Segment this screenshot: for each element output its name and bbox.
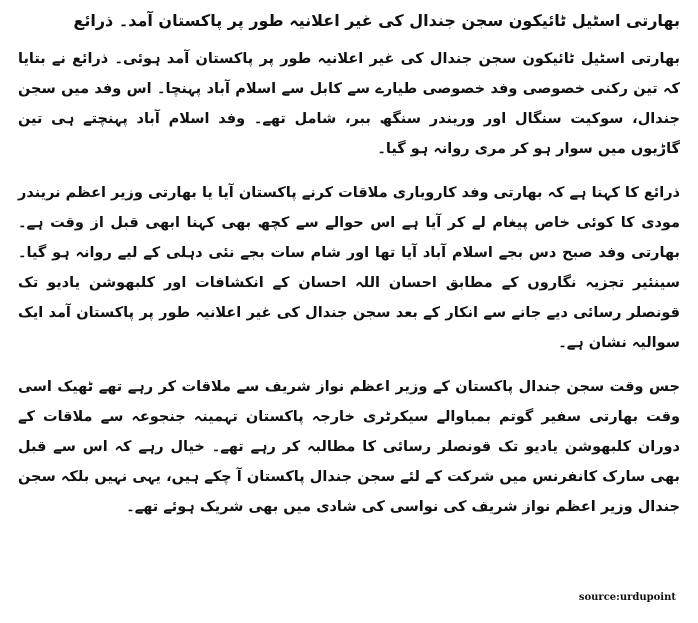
article-paragraph-1: بھارتی اسٹیل ٹائیکون سجن جندال کی غیر اعلانیہ طور پر پاکستان آمد ہوئی۔ ذرائع نے بتایا کہ تین رکنی خصوصی وفد خصوصی طیارے سے کابل سے اسلام آباد پہنچا۔ اس وفد میں سجن جندال، سوکیت سنگال اور وریندر سنگھ ببر، شامل تھے۔ وفد اسلام آباد پہنچتے ہی تین گاڑیوں میں سوار ہو کر مری روانہ ہو گیا۔: [18, 51, 680, 157]
source-credit: source:urdupoint: [578, 592, 676, 603]
article-headline: بھارتی اسٹیل ٹائیکون سجن جندال کی غیر اعلانیہ طور پر پاکستان آمد۔ ذرائع: [73, 11, 680, 30]
article-paragraph-2: ذرائع کا کہنا ہے کہ بھارتی وفد کاروباری ملاقات کرنے پاکستان آیا یا بھارتی وزیر اعظم نریندر مودی کا کوئی خاص پیغام لے کر آیا ہے اس حوالے سے کچھ بھی کہنا ابھی قبل از وقت ہے۔ بھارتی وفد صبح دس بجے اسلام آباد آیا تھا اور شام سات بجے نئی دہلی کے لیے روانہ ہو گیا۔ سینئیر تجزیہ نگاروں کے مطابق احسان اللہ احسان کے انکشافات اور کلبھوشن یادیو تک قونصلر رسائی دیے جانے سے انکار کے بعد سجن جندال کی غیر اعلانیہ طور پر پاکستان آمد ایک سوالیہ نشان ہے۔: [18, 185, 680, 351]
article-paragraph-3: جس وقت سجن جندال پاکستان کے وزیر اعظم نواز شریف سے ملاقات کر رہے تھے ٹھیک اسی وقت بھارتی سفیر گوتم بمباوالے سیکرٹری خارجہ پاکستان تہمینہ جنجوعہ سے ملاقات کے دوران کلبھوشن یادیو تک قونصلر رسائی کا مطالبہ کر رہے تھے۔ خیال رہے کہ اس سے قبل بھی سارک کانفرنس میں شرکت کے لئے سجن جندال پاکستان آ چکے ہیں، یہی نہیں بلکہ سجن جندال وزیر اعظم نواز شریف کی نواسی کی شادی میں بھی شریک ہوئے تھے۔: [18, 379, 680, 515]
